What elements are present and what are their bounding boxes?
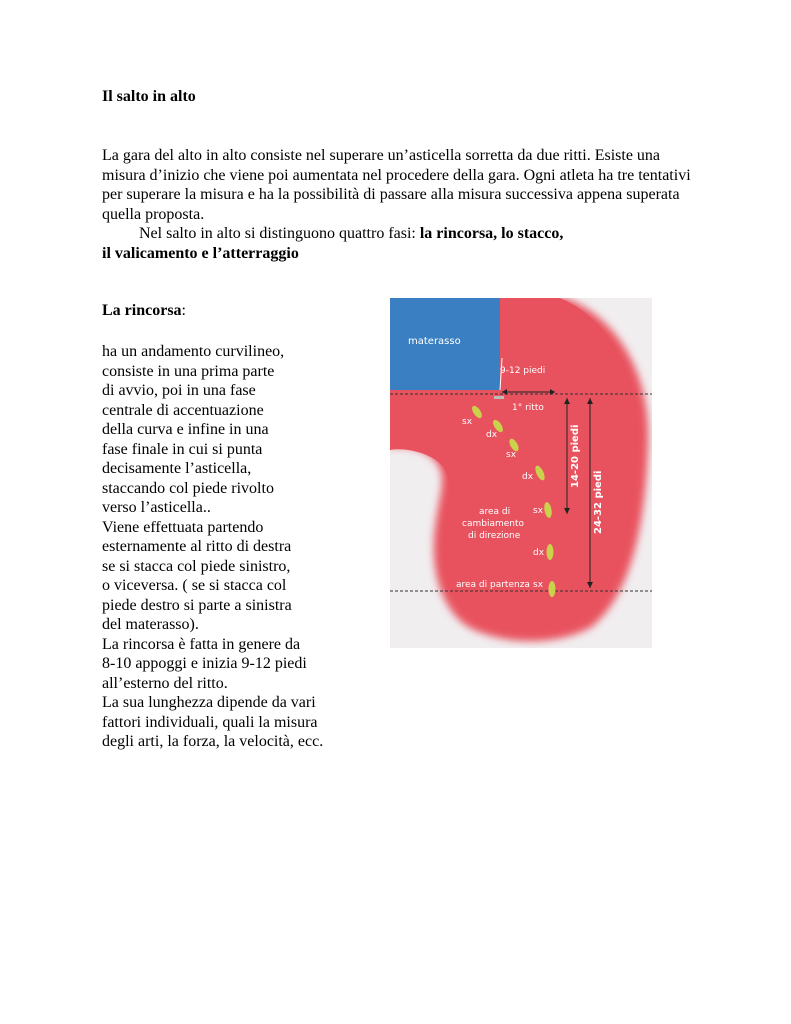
section-colon: : — [181, 302, 186, 319]
phases-bold-2: il valicamento e l’atterraggio — [102, 244, 299, 262]
body-line: piede destro si parte a sinistra — [102, 596, 292, 614]
body-line: se si stacca col piede sinistro, — [102, 557, 291, 575]
foot-label-sx: sx — [506, 450, 517, 460]
dist-mid-label: 14-20 piedi — [570, 424, 581, 488]
body-line: Viene effettuata partendo — [102, 518, 264, 536]
body-line: fattori individuali, quali la misura — [102, 713, 318, 731]
body-line: all’esterno del ritto. — [102, 674, 228, 692]
dist-top-label: 9-12 piedi — [500, 366, 546, 376]
section-body — [102, 342, 323, 752]
foot-label-sx: sx — [533, 580, 544, 590]
footprint-sx-4 — [549, 581, 556, 597]
change-area-label-2: cambiamento — [462, 519, 525, 529]
body-line: 8-10 appoggi e inizia 9-12 piedi — [102, 655, 307, 672]
body-line: La sua lunghezza dipende da vari — [102, 694, 316, 711]
high-jump-approach-diagram — [390, 298, 652, 648]
phases-bold-1: la rincorsa, lo stacco, — [419, 225, 564, 242]
body-line: della curva e infine in una — [102, 421, 269, 438]
section-heading — [102, 302, 186, 320]
document-title: Il salto in alto — [102, 88, 196, 105]
start-area-label: area di partenza — [456, 580, 530, 590]
foot-label-dx: dx — [522, 472, 534, 482]
body-line: di avvio, poi in una fase — [102, 382, 256, 399]
body-line: decisamente l’asticella, — [102, 460, 252, 477]
mat-label: materasso — [408, 336, 461, 347]
body-line: o viceversa. ( se si stacca col — [102, 577, 287, 594]
body-line: ha un andamento curvilineo, — [102, 343, 285, 360]
body-line: fase finale in cui si punta — [102, 440, 263, 458]
body-line: staccando col piede rivolto — [102, 479, 274, 497]
body-line: degli arti, la forza, la velocità, ecc. — [102, 733, 324, 750]
foot-label-dx: dx — [533, 548, 545, 558]
body-line: centrale di accentuazione — [102, 401, 264, 419]
foot-label-dx: dx — [486, 430, 498, 440]
phases-intro: Nel salto in alto si distinguono quattro fasi: — [139, 225, 420, 242]
diagram-svg — [390, 298, 652, 648]
body-line: consiste in una prima parte — [102, 362, 275, 380]
body-line: del materasso). — [102, 616, 199, 633]
ritto-label: 1° ritto — [512, 403, 544, 413]
section-title: La rincorsa — [102, 302, 182, 319]
intro-paragraph: La gara del alto in alto consiste nel superare un’asticella sorretta da due ritti. Esiste una misura d’inizio che viene poi aumentata nel procedere della gara. Ogni atleta ha tre tentativi per superare la misura e ha la possibilità di passare alla misura successiva appena superata quella proposta. — [102, 147, 691, 223]
foot-label-sx: sx — [462, 417, 473, 427]
change-area-label-3: di direzione — [468, 531, 521, 541]
footprint-dx-3 — [547, 544, 554, 560]
change-area-label-1: area di — [479, 507, 511, 517]
standard-marker — [494, 396, 504, 399]
body-line: La rincorsa è fatta in genere da — [102, 635, 301, 653]
dist-total-label: 24-32 piedi — [593, 470, 604, 534]
body-line: verso l’asticella.. — [102, 499, 211, 516]
body-line: esternamente al ritto di destra — [102, 538, 292, 555]
foot-label-sx: sx — [533, 506, 544, 516]
phases-paragraph — [102, 224, 702, 263]
